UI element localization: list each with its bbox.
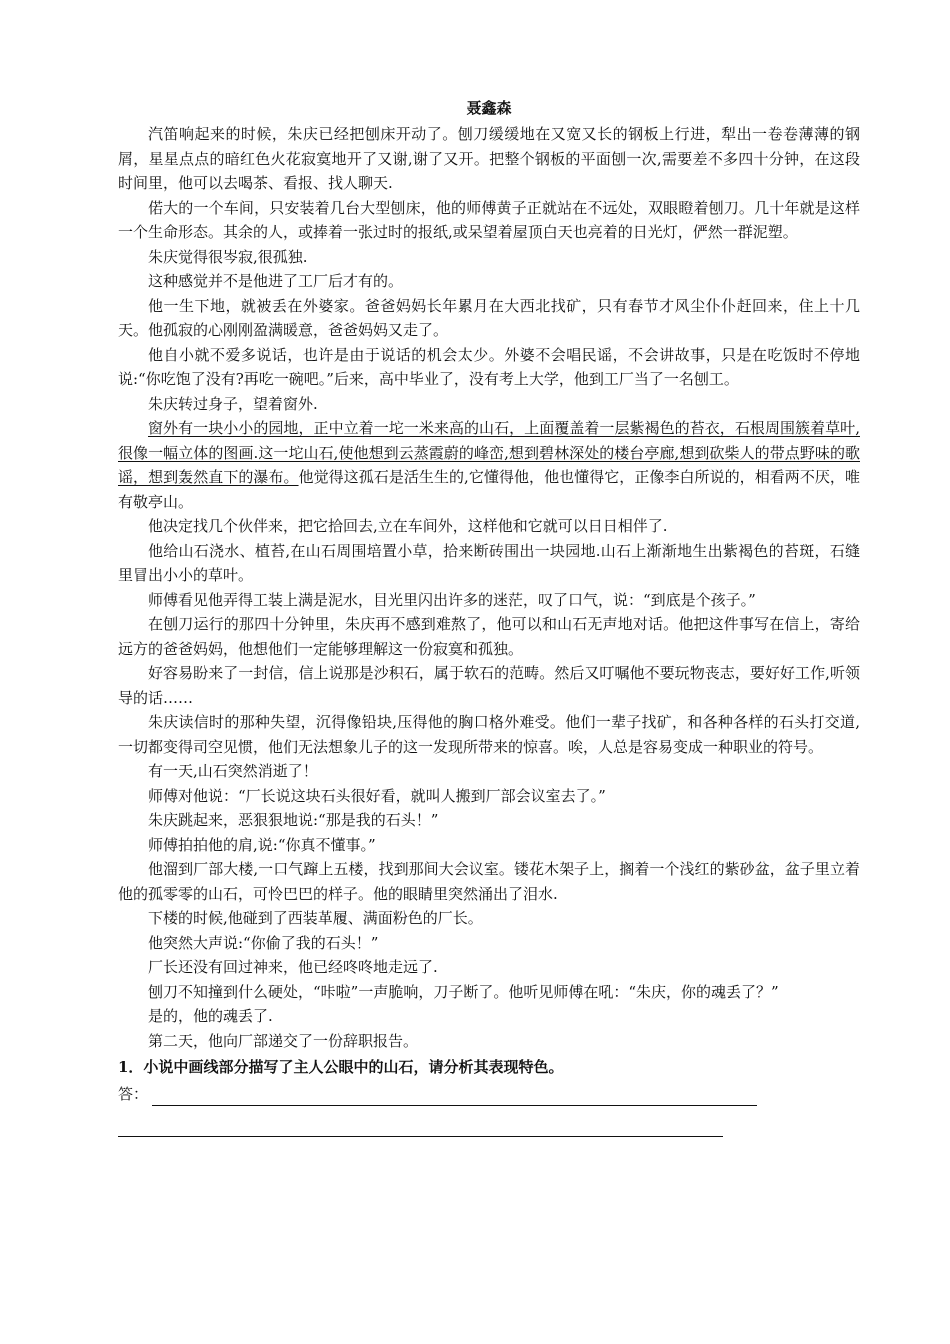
author-title: 聂鑫森 (466, 99, 512, 117)
paragraph: 下楼的时候,他碰到了西装革履、满面粉色的厂长。 (148, 909, 483, 927)
paragraph: 汽笛响起来的时候，朱庆已经把刨床开动了。刨刀缓缓地在又宽又长的钢板上行进，犁出一卷卷薄薄的钢屑，星星点点的暗红色火花寂寞地开了又谢,谢了又开。把整个钢板的平面刨一次,需要差不多四十分钟，在这段时间里，他可以去喝茶、看报、找人聊天. (118, 125, 860, 192)
paragraph: 在刨刀运行的那四十分钟里，朱庆再不感到难熬了，他可以和山石无声地对话。他把这件事写在信上，寄给远方的爸爸妈妈，他想他们一定能够理解这一份寂寞和孤独。 (118, 615, 860, 658)
document-page (118, 96, 860, 1137)
paragraph: 刨刀不知撞到什么硬处，“咔啦”一声脆响，刀子断了。他听见师傅在吼：“朱庆，你的魂丢了？” (148, 982, 779, 1001)
paragraph-rest: 他觉得这孤石是活生生的,它懂得他，他也懂得它，正像李白所说的，相看两不厌，唯有敬亭山。 (118, 468, 860, 511)
paragraph: 他溜到厂部大楼,一口气蹿上五楼，找到那间大会议室。镂花木架子上，搁着一个浅红的紫砂盆，盆子里立着他的孤零零的山石，可怜巴巴的样子。他的眼睛里突然涌出了泪水. (118, 860, 860, 903)
paragraph: 他自小就不爱多说话，也许是由于说话的机会太少。外婆不会唱民谣，不会讲故事，只是在吃饭时不停地说:“你吃饱了没有?再吃一碗吧。”后来，高中毕业了，没有考上大学，他到工厂当了一名刨工。 (118, 345, 860, 388)
paragraph: 他突然大声说:“你偷了我的石头！” (148, 933, 379, 952)
question-1: 1．小说中画线部分描写了主人公眼中的山石，请分析其表现特色。 (118, 1058, 564, 1076)
paragraph: 第二天，他向厂部递交了一份辞职报告。 (148, 1031, 419, 1050)
underlined-paragraph (118, 416, 860, 514)
answer-label: 答： (118, 1084, 149, 1103)
paragraph: 有一天,山石突然消逝了！ (148, 762, 318, 780)
paragraph: 朱庆觉得很岑寂,很孤独. (148, 247, 308, 266)
paragraph: 他给山石浇水、植苔,在山石周围培置小草，拾来断砖围出一块园地.山石上渐渐地生出紫褐色的苔斑，石缝里冒出小小的草叶。 (118, 541, 860, 584)
underlined-passage: 窗外有一块小小的园地，正中立着一坨一米来高的山石，上面覆盖着一层紫褐色的苔衣，石根周围簇着草叶,很像一幅立体的图画.这一坨山石,使他想到云蒸霞蔚的峰峦,想到碧林深处的楼台亭廊,想到砍柴人的带点野味的歌谣，想到轰然直下的瀑布。 (118, 419, 860, 486)
paragraph: 是的，他的魂丢了. (148, 1007, 273, 1025)
paragraph: 朱庆读信时的那种失望，沉得像铅块,压得他的胸口格外难受。他们一辈子找矿，和各种各样的石头打交道,一切都变得司空见惯，他们无法想象儿子的这一发现所带来的惊喜。唉，人总是容易变成一种职业的符号。 (118, 713, 860, 756)
paragraph: 师傅看见他弄得工装上满是泥水，目光里闪出许多的迷茫，叹了口气，说：“到底是个孩子。” (148, 590, 756, 609)
paragraph: 他决定找几个伙伴来，把它拾回去,立在车间外，这样他和它就可以日日相伴了. (148, 517, 668, 535)
answer-line[interactable] (152, 1089, 757, 1106)
paragraph: 朱庆转过身子，望着窗外. (148, 394, 318, 413)
answer-row (118, 1082, 860, 1107)
paragraph: 好容易盼来了一封信，信上说那是沙积石，属于软石的范畴。然后又叮嘱他不要玩物丧志，要好好工作,听领导的话…… (118, 664, 860, 707)
paragraph: 这种感觉并不是他进了工厂后才有的。 (148, 272, 404, 290)
paragraph: 厂长还没有回过神来，他已经咚咚地走远了. (148, 958, 438, 976)
paragraph: 师傅对他说：“厂长说这块石头很好看，就叫人搬到厂部会议室去了。” (148, 786, 606, 805)
paragraph: 师傅拍拍他的肩,说:“你真不懂事。” (148, 835, 376, 854)
paragraph: 偌大的一个车间，只安装着几台大型刨床，他的师傅黄子正就站在不远处，双眼瞪着刨刀。几十年就是这样一个生命形态。其余的人，或捧着一张过时的报纸,或呆望着屋顶白天也亮着的日光灯，俨然一群泥塑。 (118, 198, 860, 241)
answer-line[interactable] (118, 1120, 723, 1137)
paragraph: 他一生下地，就被丢在外婆家。爸爸妈妈长年累月在大西北找矿，只有春节才风尘仆仆赶回来，住上十几天。他孤寂的心刚刚盈满暖意，爸爸妈妈又走了。 (118, 296, 860, 339)
paragraph: 朱庆跳起来，恶狠狠地说:“那是我的石头！” (148, 811, 439, 829)
